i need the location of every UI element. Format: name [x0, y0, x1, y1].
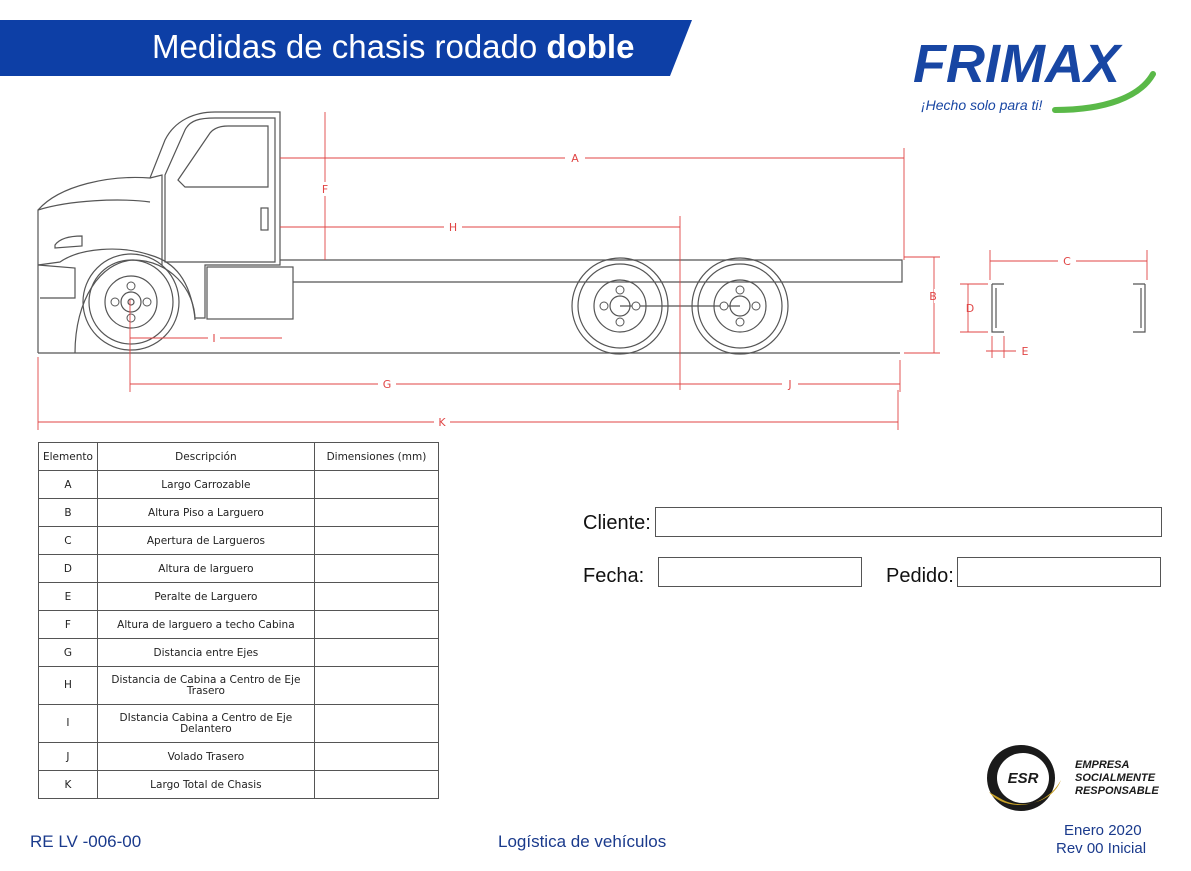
logo-tagline: ¡Hecho solo para ti!: [921, 97, 1043, 113]
row-value[interactable]: [314, 743, 438, 771]
pedido-label: Pedido:: [886, 565, 954, 587]
dim-label-e: E: [1021, 345, 1029, 358]
dim-label-b: B: [929, 290, 937, 303]
cliente-field[interactable]: [655, 507, 1162, 537]
row-description: Largo Carrozable: [97, 471, 314, 499]
esr-line1: EMPRESA: [1075, 759, 1130, 771]
table-row: [39, 771, 439, 799]
table-row: [39, 583, 439, 611]
row-value[interactable]: [314, 667, 438, 705]
row-description: Peralte de Larguero: [97, 583, 314, 611]
dim-label-h: H: [448, 221, 458, 234]
dim-label-a: A: [571, 152, 579, 165]
row-description: Apertura de Largueros: [97, 527, 314, 555]
row-description: Altura Piso a Larguero: [97, 499, 314, 527]
esr-line2: SOCIALMENTE: [1075, 772, 1156, 784]
row-element: D: [39, 555, 98, 583]
row-description: Distancia de Cabina a Centro de Eje Trasero: [97, 667, 314, 705]
chassis-diagram: [0, 100, 1191, 440]
dim-label-c: C: [1063, 255, 1071, 268]
row-element: C: [39, 527, 98, 555]
table-row: [39, 527, 439, 555]
row-element: B: [39, 499, 98, 527]
cliente-label: Cliente:: [583, 512, 651, 534]
row-element: E: [39, 583, 98, 611]
row-element: H: [39, 667, 98, 705]
row-value[interactable]: [314, 555, 438, 583]
header-descripcion: Descripción: [97, 443, 314, 471]
row-value[interactable]: [314, 639, 438, 667]
document-revision: Rev 00 Inicial: [1056, 840, 1147, 857]
row-element: F: [39, 611, 98, 639]
row-value[interactable]: [314, 705, 438, 743]
dimensions-table: [38, 442, 439, 799]
dim-label-d: D: [965, 302, 975, 315]
pedido-field[interactable]: [957, 557, 1161, 587]
dim-label-f: F: [321, 183, 329, 196]
table-row: [39, 471, 439, 499]
row-description: Largo Total de Chasis: [97, 771, 314, 799]
dim-label-i: I: [212, 332, 216, 345]
table-header-row: [39, 443, 439, 471]
row-description: Volado Trasero: [97, 743, 314, 771]
header-dimensiones: Dimensiones (mm): [314, 443, 438, 471]
table-row: [39, 611, 439, 639]
row-value[interactable]: [314, 471, 438, 499]
row-element: J: [39, 743, 98, 771]
row-description: Altura de larguero: [97, 555, 314, 583]
department-name: Logística de vehículos: [498, 832, 667, 851]
row-description: DIstancia Cabina a Centro de Eje Delantero: [97, 705, 314, 743]
row-value[interactable]: [314, 499, 438, 527]
document-date: Enero 2020: [1064, 822, 1142, 839]
logo-brand: FRIMAX: [913, 34, 1120, 94]
dim-label-j: J: [788, 378, 792, 391]
dim-label-k: K: [438, 416, 446, 429]
row-value[interactable]: [314, 771, 438, 799]
table-row: [39, 499, 439, 527]
row-value[interactable]: [314, 611, 438, 639]
dim-label-g: G: [382, 378, 392, 391]
table-row: [39, 555, 439, 583]
table-row: [39, 667, 439, 705]
fecha-field[interactable]: [658, 557, 862, 587]
esr-badge-text: ESR: [1007, 770, 1039, 787]
table-row: [39, 743, 439, 771]
row-element: K: [39, 771, 98, 799]
table-row: [39, 705, 439, 743]
esr-logo: [983, 740, 1163, 816]
row-value[interactable]: [314, 527, 438, 555]
row-element: A: [39, 471, 98, 499]
row-element: G: [39, 639, 98, 667]
row-description: Distancia entre Ejes: [97, 639, 314, 667]
document-code: RE LV -006-00: [30, 832, 142, 851]
row-value[interactable]: [314, 583, 438, 611]
fecha-label: Fecha:: [583, 565, 645, 587]
header-elemento: Elemento: [39, 443, 98, 471]
page-title: Medidas de chasis rodado doble: [152, 28, 635, 65]
table-row: [39, 639, 439, 667]
row-element: I: [39, 705, 98, 743]
row-description: Altura de larguero a techo Cabina: [97, 611, 314, 639]
esr-line3: RESPONSABLE: [1075, 785, 1159, 797]
